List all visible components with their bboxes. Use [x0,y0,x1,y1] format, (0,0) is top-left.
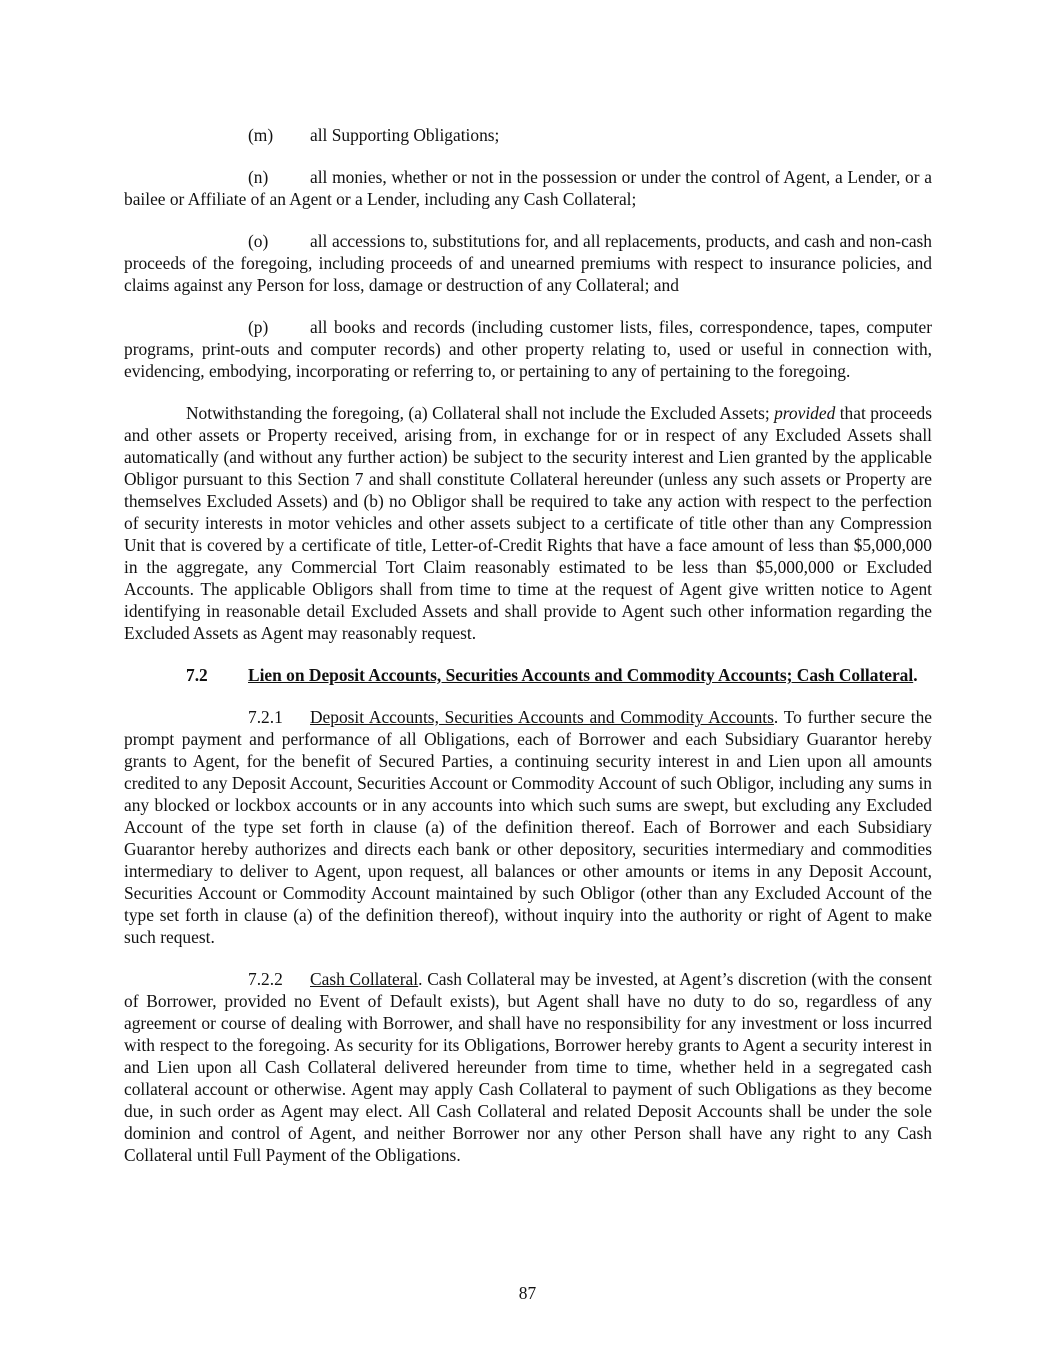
list-item-label: (n) [248,167,269,187]
section-7-2-heading [124,664,932,686]
list-item-n [124,166,932,210]
section-7-2-1-paragraph [124,706,932,948]
list-item-text: all Supporting Obligations; [310,125,500,145]
list-item-label: (p) [248,317,269,337]
provided-italic: provided [774,403,836,423]
section-7-2-2-paragraph [124,968,932,1166]
subsection-title: Deposit Accounts, Securities Accounts and Commodity Accounts [310,707,774,727]
page-number: 87 [518,1283,537,1303]
subsection-body: . To further secure the prompt payment and performance of all Obligations, each of Borrower and each Subsidiary Guarantor hereby grants to Agent, for the benefit of Secured Parties, a continuing security interest in and Lien upon all amounts credited to any Deposit Account, Securities Account or Commodity Account of such Obligor, including any sums in any blocked or lockbox accounts or in any accounts into which such sums are swept, but excluding any Excluded Account of the type set forth in clause (a) of the definition thereof. Each of Borrower and each Subsidiary Guarantor hereby authorizes and directs each bank or other depository, securities intermediary and commodities intermediary to deliver to Agent, upon request, all balances or other amounts or items in any Deposit Account, Securities Account or Commodity Account maintained by such Obligor (other than any Excluded Account of the type set forth in clause (a) of the definition thereof), without inquiry into the authority or right of Agent to make such request. [124,707,933,947]
subsection-body: . Cash Collateral may be invested, at Agent’s discretion (with the consent of Borrower, provided no Event of Default exists), but Agent shall have no duty to do so, regardless of any agreement or course of dealing with Borrower, and shall have no responsibility for any investment or loss incurred with respect to the foregoing. As security for its Obligations, Borrower hereby grants to Agent a security interest in and Lien upon all Cash Collateral delivered hereunder from time to time, whether held in a segregated cash collateral account or otherwise. Agent may apply Cash Collateral to payment of such Obligations as they become due, in such order as Agent may elect. All Cash Collateral and related Deposit Accounts shall be under the sole dominion and control of Agent, and neither Borrower nor any other Person shall have any right to any Cash Collateral until Full Payment of the Obligations. [124,969,933,1165]
list-item-text: all accessions to, substitutions for, and all replacements, products, and cash and non-cash proceeds of the foregoing, including proceeds of and unearned premiums with respect to insurance policies, and claims against any Person for loss, damage or destruction of any Collateral; and [124,231,932,295]
list-item-p [124,316,932,382]
notwithstanding-text-before: Notwithstanding the foregoing, (a) Collateral shall not include the Excluded Assets; [186,403,775,423]
subsection-number: 7.2.2 [248,969,283,989]
list-item-m [124,124,932,146]
section-number: 7.2 [186,665,208,685]
list-item-text: all monies, whether or not in the possession or under the control of Agent, a Lender, or a bailee or Affiliate of an Agent or a Lender, including any Cash Collateral; [124,167,932,209]
notwithstanding-paragraph [124,402,932,644]
subsection-number: 7.2.1 [248,707,283,727]
section-title: Lien on Deposit Accounts, Securities Accounts and Commodity Accounts; Cash Collateral [248,665,914,685]
list-item-o [124,230,932,296]
list-item-text: all books and records (including customer lists, files, correspondence, tapes, computer programs, print-outs and computer records) and other property relating to, used or useful in connection with, evidencing, embodying, incorporating or referring to, or pertaining to any of pertaining to the foregoing. [124,317,932,381]
notwithstanding-text-after: that proceeds and other assets or Property received, arising from, in exchange for or in respect of any Excluded Assets shall automatically (and without any further action) be subject to the security interest and Lien granted by the applicable Obligor pursuant to this Section 7 and shall constitute Collateral hereunder (unless any such assets or Property are themselves Excluded Assets) and (b) no Obligor shall be required to take any action with respect to the perfection of security interests in motor vehicles and other assets subject to a certificate of title other than any Compression Unit that is covered by a certificate of title, Letter-of-Credit Rights that have a face amount of less than $5,000,000 in the aggregate, any Commercial Tort Claim reasonably estimated to be less than $5,000,000 or Excluded Accounts. The applicable Obligors shall from time to time at the request of Agent give written notice to Agent identifying in reasonable detail Excluded Assets and shall provide to Agent such other information regarding the Excluded Assets as Agent may reasonably request. [124,403,932,643]
list-item-label: (m) [248,125,274,145]
list-item-label: (o) [248,231,269,251]
section-title-period: . [913,665,918,685]
document-page [124,124,932,1186]
subsection-title: Cash Collateral [310,969,419,989]
